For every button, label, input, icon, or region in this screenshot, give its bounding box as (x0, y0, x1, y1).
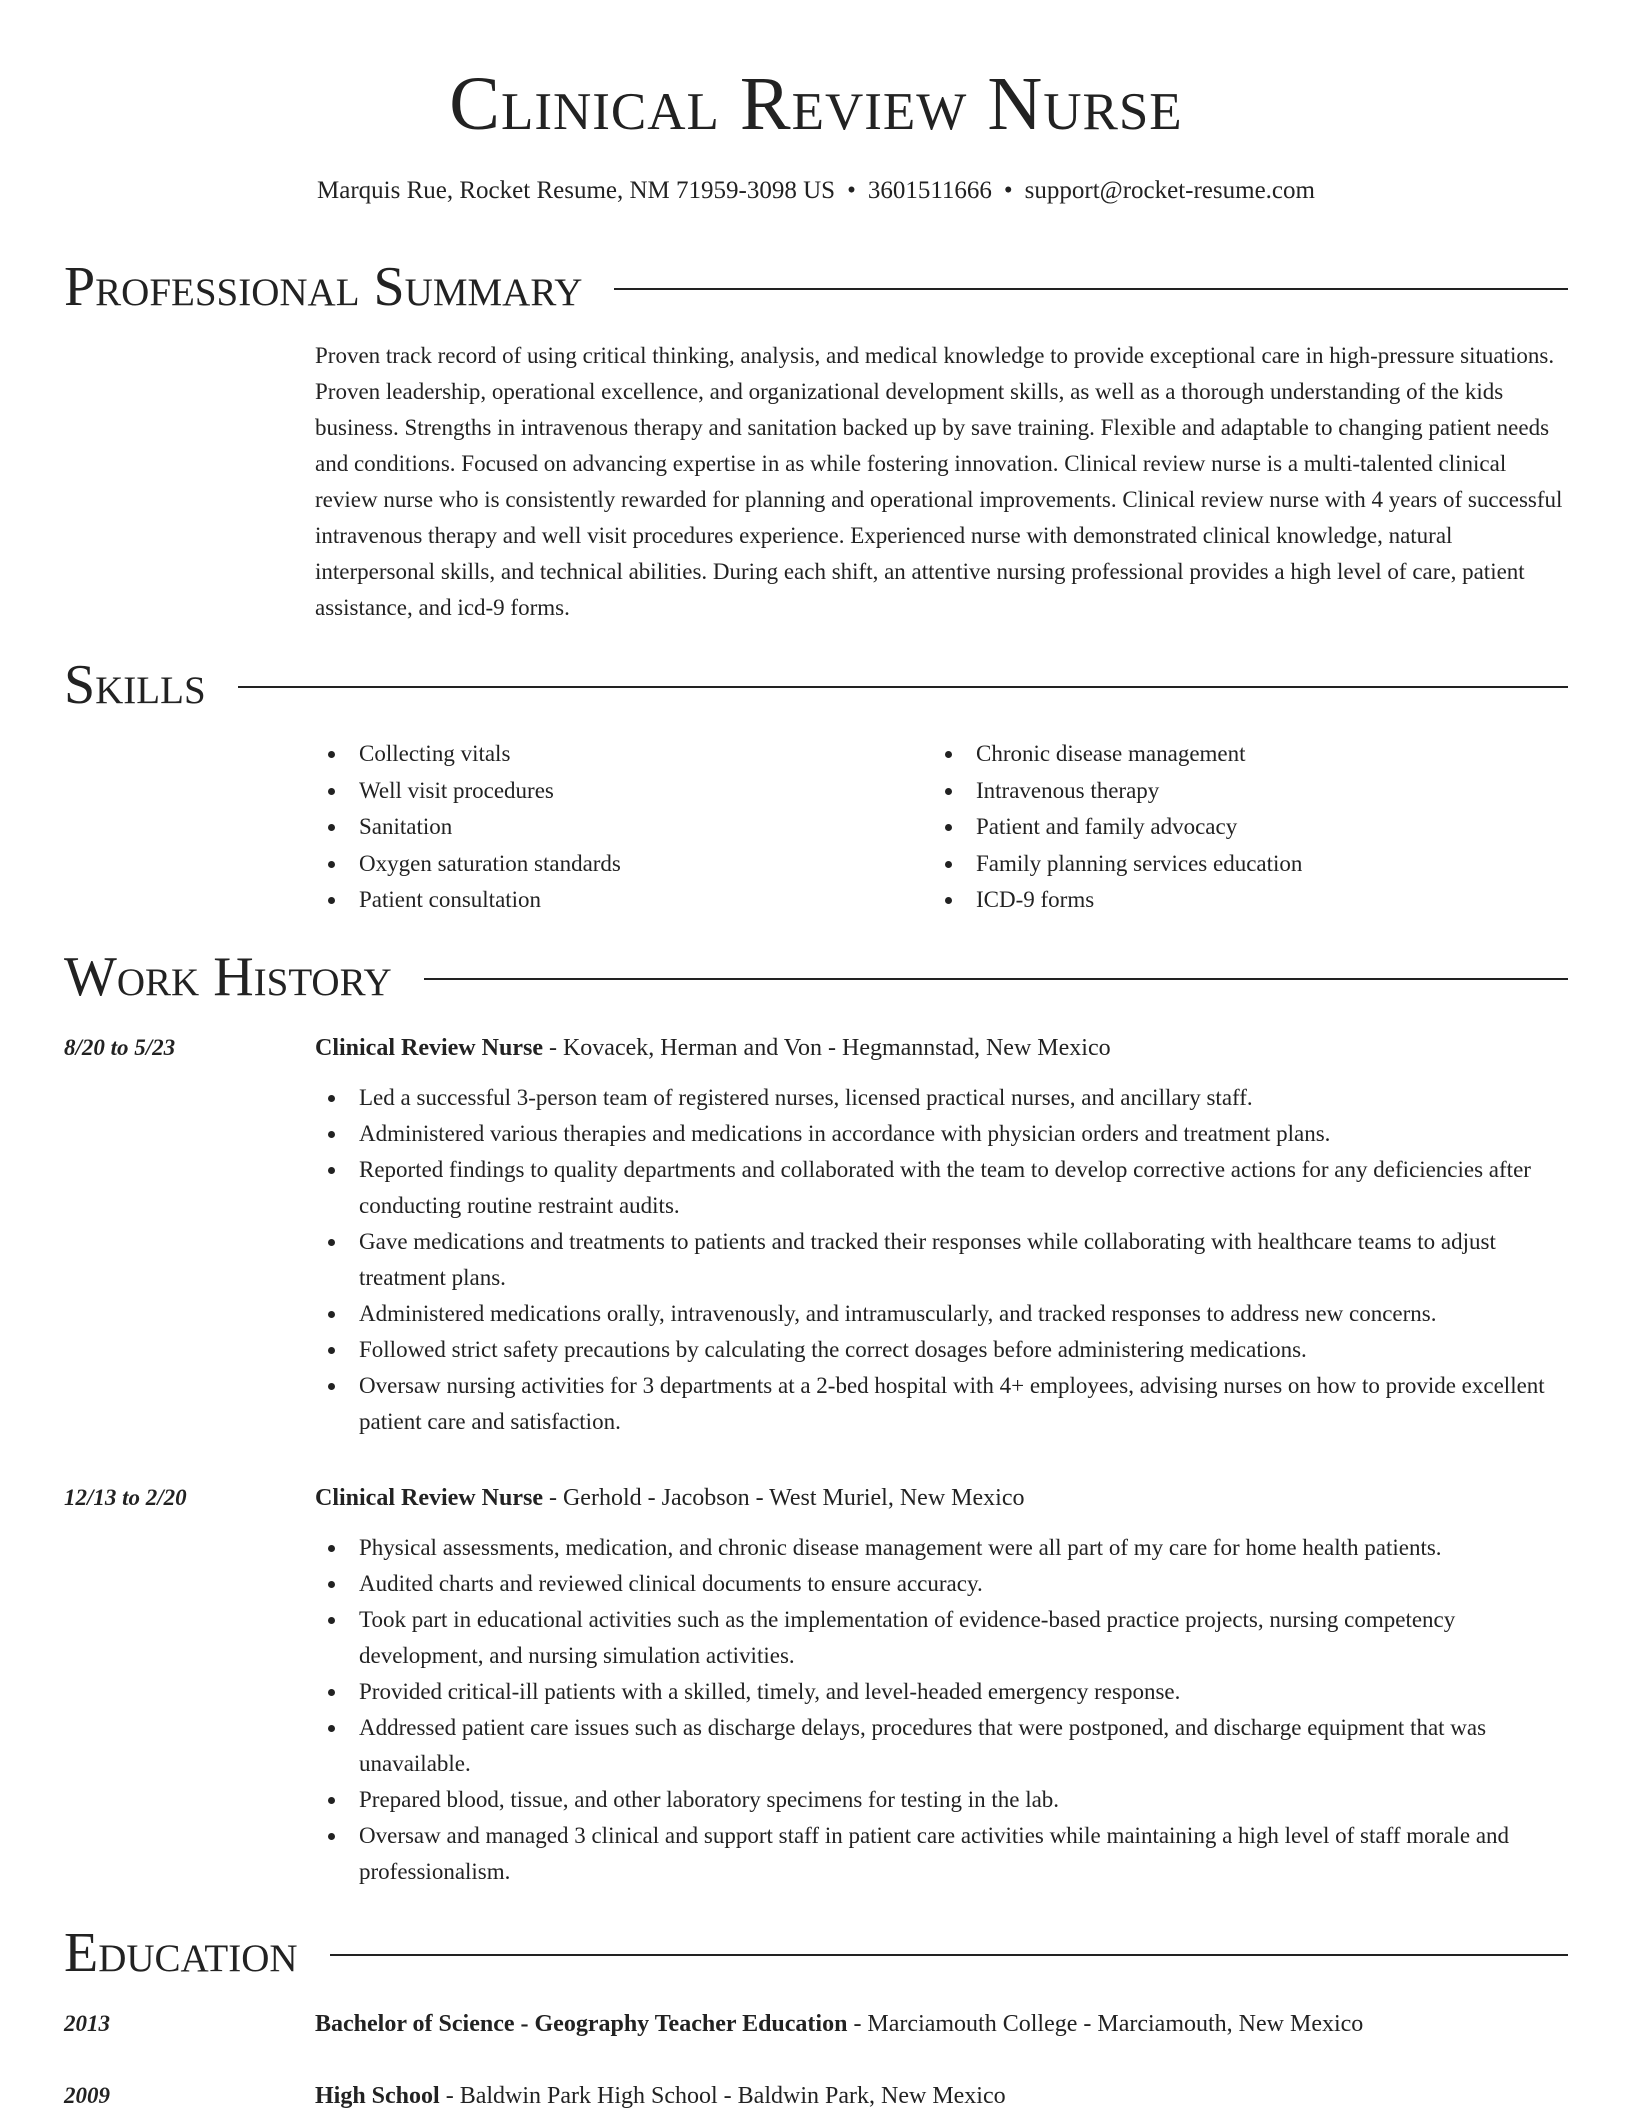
summary-text: Proven track record of using critical thinking, analysis, and medical knowledge to provide exceptional care in high-pressure situations. Proven leadership, operational excellence, and organizational development skills, as well as a thorough understanding of the kids business. Strengths in intravenous therapy and sanitation backed up by save training. Flexible and adaptable to changing patient needs and conditions. Focused on advancing expertise in as while fostering innovation. Clinical review nurse is a multi-talented clinical review nurse who is consistently rewarded for planning and operational improvements. Clinical review nurse with 4 years of successful intravenous therapy and well visit procedures experience. Experienced nurse with demonstrated clinical knowledge, natural interpersonal skills, and technical abilities. During each shift, an attentive nursing professional provides a high level of care, patient assistance, and icd-9 forms. (315, 343, 1563, 620)
responsibility-item: Audited charts and reviewed clinical documents to ensure accuracy. (315, 1566, 1568, 1602)
job-title: Clinical Review Nurse (315, 1035, 543, 1061)
responsibility-item: Gave medications and treatments to patients and tracked their responses while collaborating with healthcare teams to adjust treatment plans. (315, 1224, 1568, 1296)
responsibility-item: Physical assessments, medication, and chronic disease management were all part of my care for home health patients. (315, 1530, 1568, 1566)
education-degree: High School (315, 2083, 440, 2109)
responsibility-item: Provided critical-ill patients with a skilled, timely, and level-headed emergency response. (315, 1674, 1568, 1710)
contact-address: Marquis Rue, Rocket Resume, NM 71959-3098 US (317, 177, 836, 204)
work-section-header (64, 944, 1568, 1010)
education-degree: Bachelor of Science - Geography Teacher Education (315, 2011, 848, 2037)
skill-item: ICD-9 forms (932, 882, 1549, 919)
contact-separator: • (847, 177, 856, 204)
contact-phone: 3601511666 (867, 177, 992, 204)
skill-item: Intravenous therapy (932, 773, 1549, 810)
responsibility-item: Led a successful 3-person team of registered nurses, licensed practical nurses, and ancillary staff. (315, 1080, 1568, 1116)
education-school: - Baldwin Park High School - Baldwin Park, New Mexico (439, 2083, 1006, 2109)
skill-item: Oxygen saturation standards (315, 846, 932, 883)
job-headline (315, 1030, 1568, 1066)
skills-section-header (64, 652, 1568, 718)
skill-item: Collecting vitals (315, 736, 932, 773)
education-year: 2013 (64, 2011, 110, 2036)
skill-item: Family planning services education (932, 846, 1549, 883)
responsibility-item: Administered medications orally, intravenously, and intramuscularly, and tracked responses to address new concerns. (315, 1296, 1568, 1332)
education-year: 2009 (64, 2083, 110, 2108)
skill-item: Well visit procedures (315, 773, 932, 810)
responsibility-item: Addressed patient care issues such as discharge delays, procedures that were postponed, and discharge equipment that was unavailable. (315, 1710, 1568, 1782)
contact-line (0, 174, 1632, 208)
skill-item: Chronic disease management (932, 736, 1549, 773)
job-dates: 8/20 to 5/23 (64, 1035, 176, 1060)
summary-section-header (64, 254, 1568, 320)
skills-list (315, 736, 1568, 919)
education-headline (315, 2006, 1568, 2042)
contact-separator: • (1003, 177, 1013, 204)
skill-item: Sanitation (315, 809, 932, 846)
work-heading: Work History (64, 946, 392, 1008)
job-headline (315, 1480, 1568, 1516)
section-divider (424, 978, 1568, 980)
candidate-name: Clinical Review Nurse (449, 62, 1183, 146)
education-headline (315, 2078, 1568, 2112)
responsibility-item: Reported findings to quality departments and collaborated with the team to develop corrective actions for any deficiencies after conducting routine restraint audits. (315, 1152, 1568, 1224)
responsibility-item: Administered various therapies and medications in accordance with physician orders and treatment plans. (315, 1116, 1568, 1152)
summary-heading: Professional Summary (64, 256, 583, 318)
responsibility-item: Followed strict safety precautions by calculating the correct dosages before administering medications. (315, 1332, 1568, 1368)
job-employer: - Kovacek, Herman and Von - Hegmannstad, New Mexico (542, 1035, 1111, 1061)
responsibility-item: Oversaw and managed 3 clinical and support staff in patient care activities while maintaining a high level of staff morale and professionalism. (315, 1818, 1568, 1890)
section-divider (330, 1954, 1568, 1956)
skills-column-right (932, 736, 1549, 919)
job-title: Clinical Review Nurse (315, 1485, 543, 1511)
responsibility-item: Prepared blood, tissue, and other laboratory specimens for testing in the lab. (315, 1782, 1568, 1818)
section-divider (238, 686, 1568, 688)
education-school: - Marciamouth College - Marciamouth, New Mexico (847, 2011, 1364, 2037)
skills-heading: Skills (64, 654, 206, 716)
skills-column-left (315, 736, 932, 919)
skill-item: Patient consultation (315, 882, 932, 919)
education-heading: Education (64, 1922, 298, 1984)
skill-item: Patient and family advocacy (932, 809, 1549, 846)
contact-email: support@rocket-resume.com (1024, 177, 1315, 204)
job-responsibilities (315, 1080, 1568, 1440)
education-section-header (64, 1920, 1568, 1986)
job-dates: 12/13 to 2/20 (64, 1485, 187, 1510)
section-divider (614, 288, 1568, 290)
responsibility-item: Took part in educational activities such as the implementation of evidence-based practice projects, nursing competency development, and nursing simulation activities. (315, 1602, 1568, 1674)
job-responsibilities (315, 1530, 1568, 1890)
responsibility-item: Oversaw nursing activities for 3 departments at a 2-bed hospital with 4+ employees, advising nurses on how to provide excellent patient care and satisfaction. (315, 1368, 1568, 1440)
job-employer: - Gerhold - Jacobson - West Muriel, New Mexico (542, 1485, 1025, 1511)
